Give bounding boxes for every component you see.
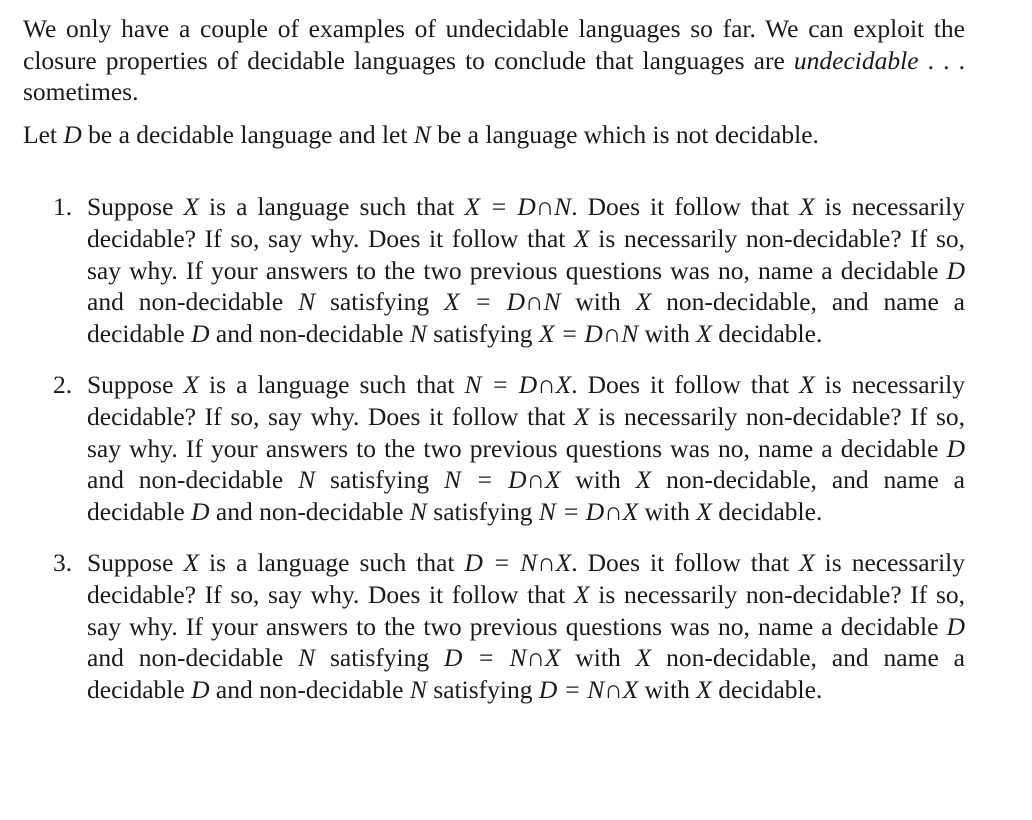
q-equation: X = D∩N [538, 318, 639, 348]
q-var-x: X [574, 401, 590, 431]
q-text: decidable. [711, 318, 823, 348]
q-text: and non-decidable [209, 674, 410, 704]
question-item [23, 369, 965, 527]
intro-text-a: We only have a couple of examples of undecidable languages so far. We can exploit the closure properties of decidable languages to conclude that languages are [23, 14, 965, 75]
q-text: non-decidable, and name a decidable [87, 287, 965, 348]
setup-var-n: N [413, 119, 431, 149]
q-equation: N = D∩X [538, 496, 639, 526]
q-equation: N = D∩X [444, 465, 561, 495]
q-equation: D = N∩X [464, 548, 572, 578]
q-text: is a language such that [199, 192, 465, 222]
q-text: Suppose [87, 548, 184, 578]
q-var-x: X [696, 496, 712, 526]
q-text: and non-decidable [87, 643, 299, 673]
question-number: 3. [53, 548, 73, 578]
q-text: satisfying [315, 643, 445, 673]
q-var-x: X [799, 370, 815, 400]
q-text: satisfying [315, 287, 445, 317]
q-var-x: X [183, 370, 200, 400]
q-text: satisfying [315, 465, 445, 495]
q-text: decidable. [711, 674, 823, 704]
q-equation: D = N∩X [444, 643, 561, 673]
q-var-d: D [946, 611, 965, 641]
q-text: and non-decidable [209, 318, 410, 348]
q-text: with [638, 674, 697, 704]
q-var-x: X [635, 465, 652, 495]
q-var-x: X [635, 643, 652, 673]
q-var-x: X [635, 287, 652, 317]
document-page [23, 13, 965, 725]
q-equation: X = D∩N [464, 192, 572, 222]
q-text: is necessarily non-decidable? If so, say why. If your answers to the two previous questions was no, name a decidable [87, 579, 965, 641]
setup-var-d: D [63, 119, 82, 149]
q-text: and non-decidable [87, 287, 299, 317]
question-item [23, 547, 965, 705]
q-text: is necessarily non-decidable? If so, say why. If your answers to the two previous questions was no, name a decidable [87, 223, 965, 285]
q-text: with [638, 318, 697, 348]
q-var-d: D [191, 496, 210, 526]
q-var-n: N [298, 287, 316, 317]
q-var-x: X [183, 548, 200, 578]
q-text: non-decidable, and name a decidable [87, 643, 965, 704]
q-var-x: X [574, 579, 590, 609]
question-number: 2. [53, 370, 73, 400]
q-text: . Does it follow that [571, 370, 800, 400]
q-text: decidable. [711, 496, 823, 526]
intro-emphasis: undecidable [793, 45, 919, 75]
q-text: is necessarily decidable? If so, say why. Does it follow that [87, 370, 965, 431]
q-var-x: X [696, 674, 712, 704]
question-list [23, 191, 965, 705]
q-text: satisfying [426, 674, 539, 704]
q-equation: D = N∩X [538, 674, 639, 704]
q-var-x: X [799, 548, 815, 578]
q-text: with [560, 643, 636, 673]
q-var-n: N [409, 318, 427, 348]
q-text: is a language such that [199, 548, 465, 578]
question-number: 1. [53, 192, 73, 222]
setup-text-1: Let [23, 119, 64, 149]
q-var-x: X [799, 192, 815, 222]
q-var-n: N [298, 643, 316, 673]
q-var-d: D [946, 433, 965, 463]
setup-text-3: be a language which is not decidable. [430, 119, 819, 149]
setup-text-2: be a decidable language and let [81, 119, 414, 149]
q-text: with [560, 287, 636, 317]
q-text: with [638, 496, 697, 526]
q-text: is a language such that [199, 370, 465, 400]
q-text: Suppose [87, 192, 184, 222]
q-text: non-decidable, and name a decidable [87, 465, 965, 526]
q-var-d: D [191, 674, 210, 704]
q-text: Suppose [87, 370, 184, 400]
q-text: satisfying [426, 318, 539, 348]
intro-text-b: . . . sometimes. [23, 45, 965, 107]
q-var-d: D [946, 255, 965, 285]
q-var-x: X [574, 223, 590, 253]
intro-paragraph [23, 13, 965, 108]
q-text: is necessarily decidable? If so, say why. Does it follow that [87, 192, 965, 253]
q-text: satisfying [426, 496, 539, 526]
q-var-n: N [409, 674, 427, 704]
q-text: with [560, 465, 636, 495]
q-text: . Does it follow that [571, 192, 800, 222]
q-var-x: X [696, 318, 712, 348]
q-text: and non-decidable [209, 496, 410, 526]
q-equation: N = D∩X [464, 370, 572, 400]
q-var-x: X [183, 192, 200, 222]
q-equation: X = D∩N [444, 287, 561, 317]
q-var-d: D [191, 318, 210, 348]
setup-paragraph [23, 119, 965, 151]
q-text: and non-decidable [87, 465, 299, 495]
q-var-n: N [409, 496, 427, 526]
q-text: is necessarily non-decidable? If so, say why. If your answers to the two previous questions was no, name a decidable [87, 401, 965, 463]
question-item [23, 191, 965, 349]
q-text: is necessarily decidable? If so, say why. Does it follow that [87, 548, 965, 609]
q-var-n: N [298, 465, 316, 495]
q-text: . Does it follow that [571, 548, 800, 578]
